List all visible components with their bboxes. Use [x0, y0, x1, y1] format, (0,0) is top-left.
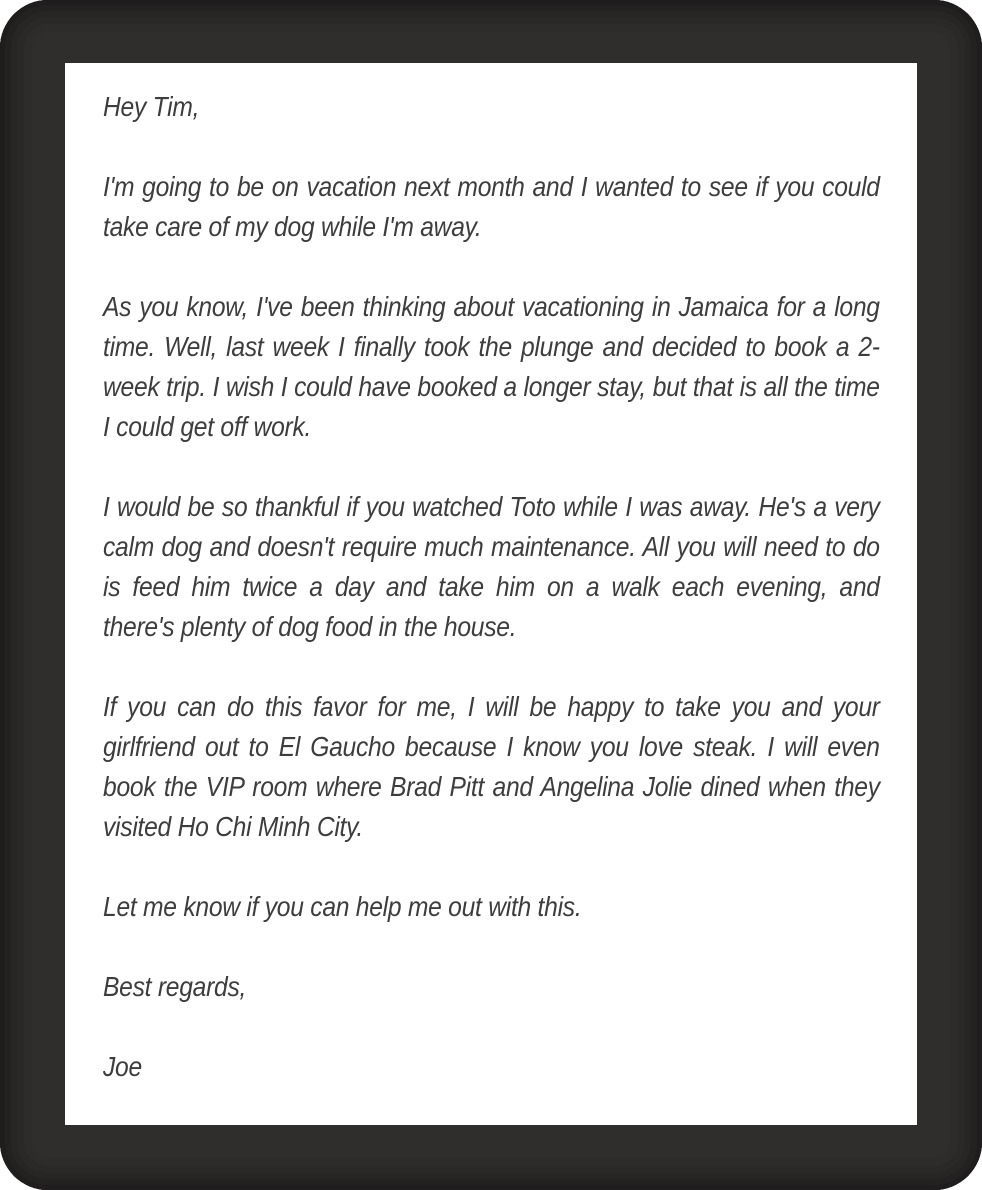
letter-closing: Best regards, — [103, 971, 247, 1002]
letter-paragraph: As you know, I've been thinking about vacationing in Jamaica for a long time. Well, last week I finally took the plunge and decided to book a 2-week trip. I wish I could have booked a longer stay, but that is all the time I could get off work. — [103, 291, 880, 442]
letter-signature: Joe — [103, 1051, 142, 1082]
letter-paragraph: If you can do this favor for me, I will be happy to take you and your girlfriend out to El Gaucho because I know you love steak. I will even book the VIP room where Brad Pitt and Angelina Jolie dined when they visited Ho Chi Minh City. — [103, 691, 880, 842]
letter-paragraph: I'm going to be on vacation next month and I wanted to see if you could take care of my dog while I'm away. — [103, 171, 880, 242]
letter-greeting: Hey Tim, — [103, 91, 200, 122]
letter-paragraph: I would be so thankful if you watched Toto while I was away. He's a very calm dog and doesn't require much maintenance. All you will need to do is feed him twice a day and take him on a walk each evening, and there's plenty of dog food in the house. — [103, 491, 880, 642]
letter-page — [65, 63, 917, 1125]
letter-body — [103, 87, 880, 1087]
letter-paragraph: Let me know if you can help me out with this. — [103, 891, 582, 922]
